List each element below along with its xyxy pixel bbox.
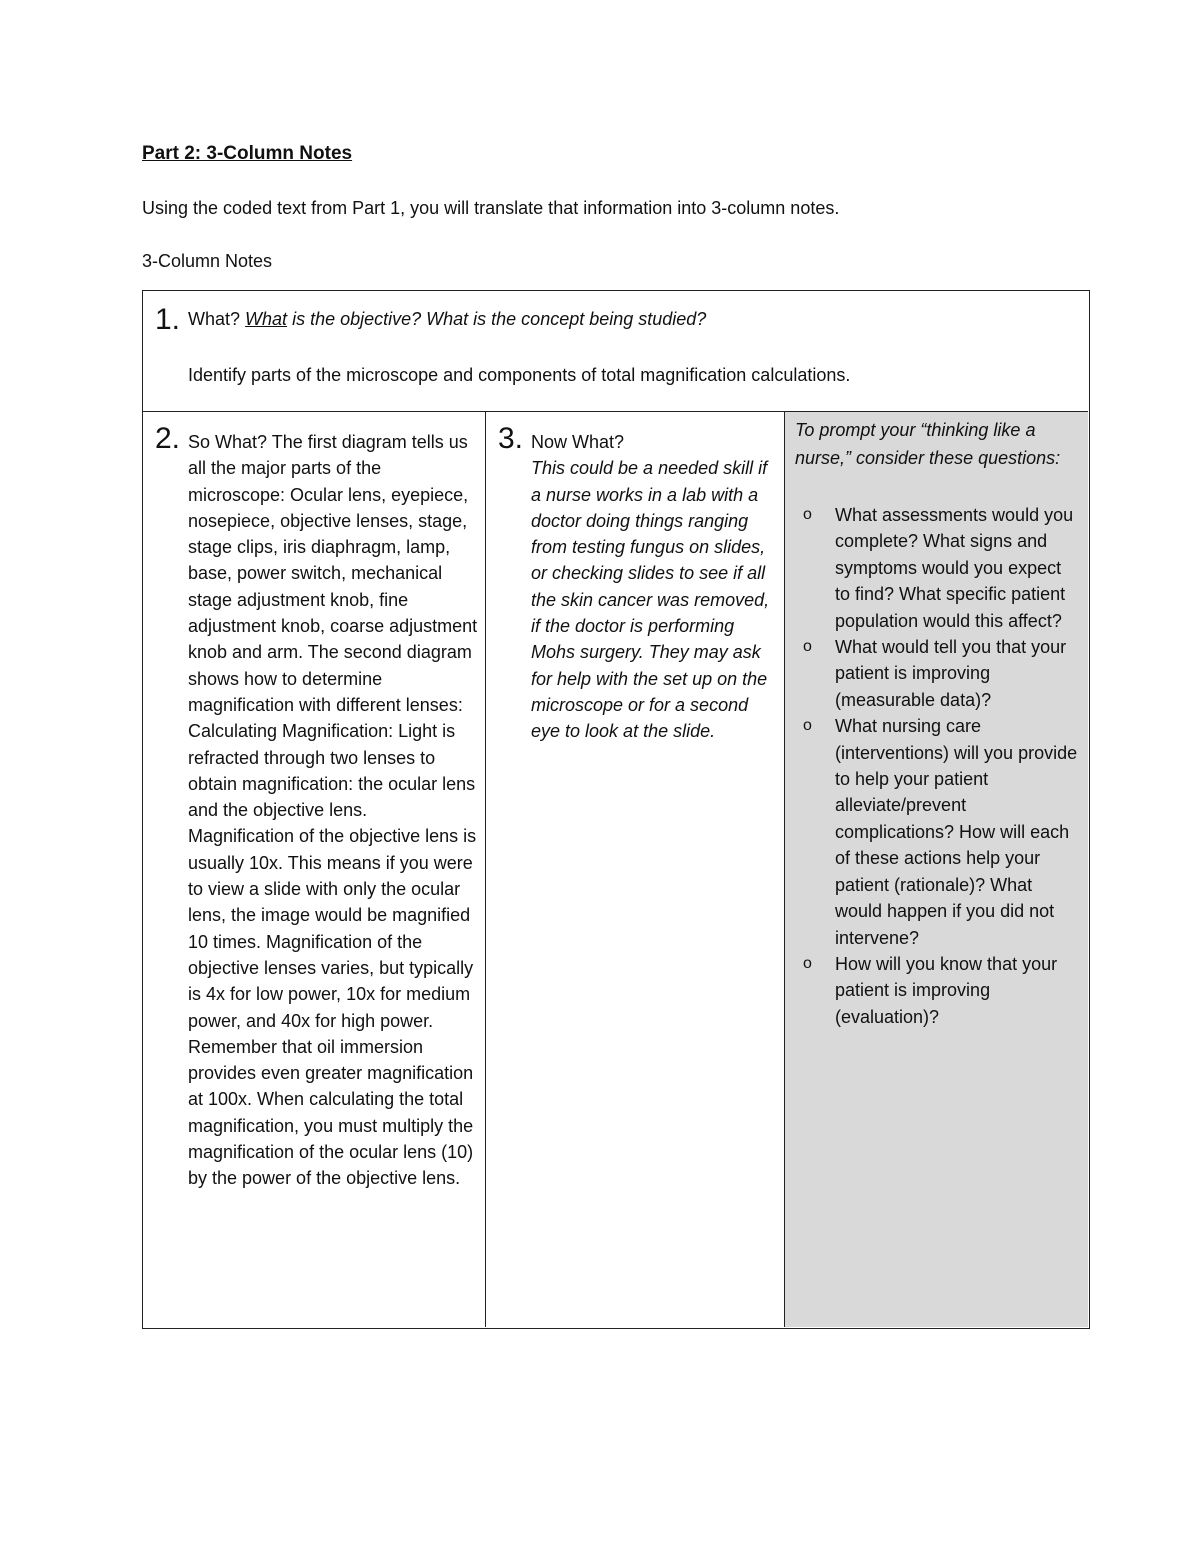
nursing-prompt: To prompt your “thinking like a nurse,” consider these questions: [795, 420, 1061, 468]
what-underlined: What [245, 309, 288, 329]
what-row [143, 291, 1088, 412]
list-item [795, 502, 1080, 634]
what-question [188, 309, 706, 330]
what-question-text: is the objective? What is the concept being studied? [287, 309, 707, 329]
bullet-icon: o [803, 638, 812, 656]
bullet-icon: o [803, 717, 812, 735]
so-what-body: The first diagram tells us all the major parts of the microscope: Ocular lens, eyepiece, nosepiece, objective lenses, stage, stage clips, iris diaphragm, lamp, base, power switch, mechanical stage adjustment knob, fine adjustment knob, coarse adjustment knob and arm. The second diagram shows how to determine magnification with different lenses: Calculating Magnification: Light is refracted through two lenses to obtain magnification: the ocular lens and the objective lens. Magnification of the objective lens is usually 10x. This means if you were to view a slide with only the ocular lens, the image would be magnified 10 times. Magnification of the objective lenses varies, but typically is 4x for low power, 10x for medium power, and 40x for high power. Remember that oil immersion provides even greater magnification at 100x. When calculating the total magnification, you must multiply the magnification of the ocular lens (10) by the power of the objective lens. [188, 432, 478, 1189]
list-item [795, 951, 1080, 1030]
list-item-text: How will you know that your patient is improving (evaluation)? [835, 953, 1058, 1027]
what-label: What? [188, 309, 241, 329]
list-item-text: What would tell you that your patient is improving (measurable data)? [835, 637, 1067, 710]
nursing-questions-list [795, 502, 1080, 1030]
now-what-cell [486, 412, 785, 1327]
table-caption: 3-Column Notes [142, 251, 273, 271]
now-what-body: This could be a needed skill if a nurse works in a lab with a doctor doing things ranging from testing fungus on slides, or checking slides to see if all the skin cancer was removed, if the doctor is performing Mohs surgery. They may ask for help with the set up on the microscope or for a second eye to look at the slide. [531, 458, 770, 742]
list-item-text: What nursing care (interventions) will you provide to help your patient alleviate/prevent complications? How will each of these actions help your patient (rationale)? What would happen if you did not intervene? [835, 716, 1078, 948]
bullet-icon: o [803, 954, 812, 972]
bullet-icon: o [803, 506, 812, 523]
so-what-cell [143, 412, 486, 1327]
list-item [795, 713, 1080, 951]
row-number-3: 3. [498, 422, 524, 455]
intro-text: Using the coded text from Part 1, you will translate that information into 3-column notes. [142, 198, 840, 218]
what-answer: Identify parts of the microscope and components of total magnification calculations. [188, 365, 851, 385]
list-item [795, 634, 1080, 713]
now-what-label: Now What? [531, 432, 625, 452]
three-column-notes-table [142, 290, 1090, 1329]
page-title: Part 2: 3-Column Notes [142, 143, 353, 164]
so-what-text [188, 429, 478, 1192]
now-what-text [531, 429, 776, 745]
so-what-label: So What? [188, 432, 268, 452]
list-item-text: What assessments would you complete? What signs and symptoms would you expect to find? What specific patient population would this affect? [835, 505, 1074, 631]
row-number-1: 1. [155, 303, 181, 336]
nursing-prompt-cell [785, 412, 1088, 1327]
row-number-2: 2. [155, 422, 181, 455]
